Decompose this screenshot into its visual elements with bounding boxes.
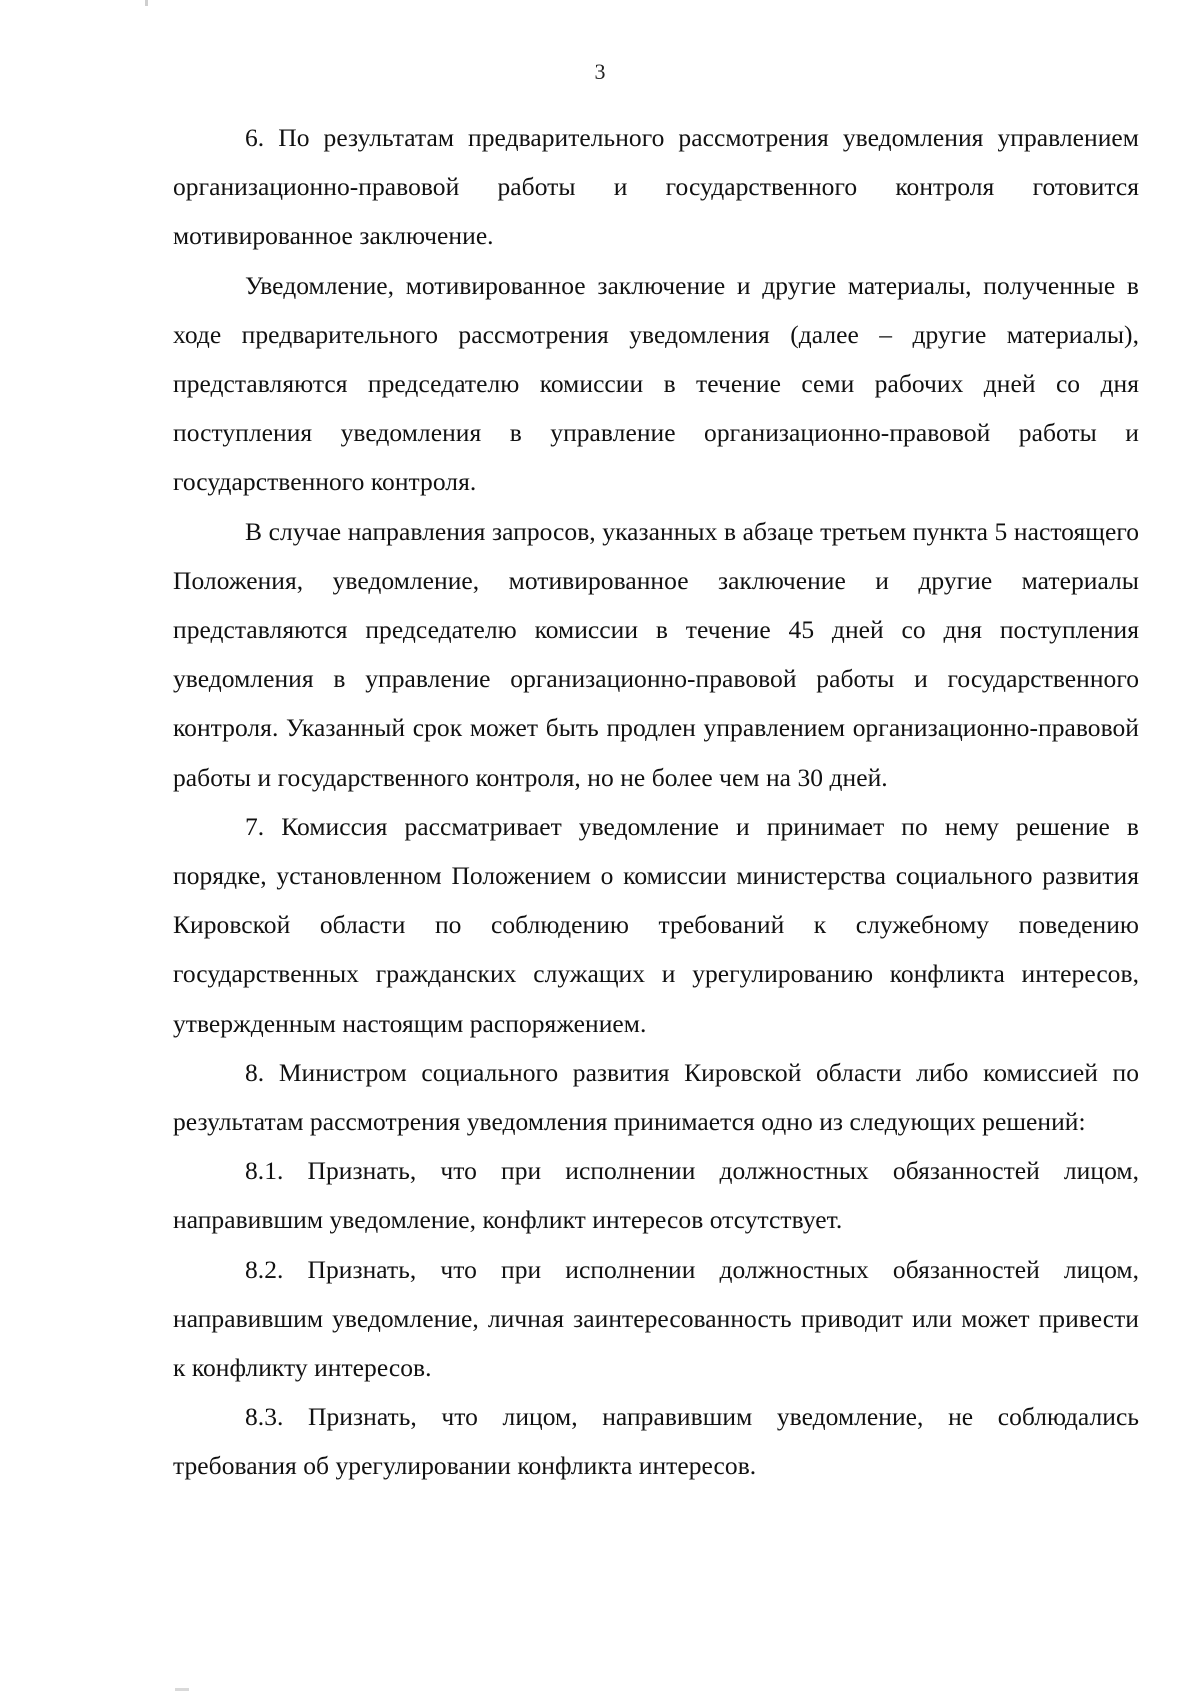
paragraph-8-3: 8.3. Признать, что лицом, направившим уведомление, не соблюдались требования об урегулировании конфликта интересов.: [173, 1402, 1139, 1481]
page-number: 3: [594, 59, 606, 84]
scan-mark: [175, 1688, 189, 1691]
paragraph-8-2: 8.2. Признать, что при исполнении должностных обязанностей лицом, направившим уведомление, личная заинтересованность приводит или может привести к конфликту интересов.: [173, 1254, 1139, 1383]
paragraph-6: 6. По результатам предварительного рассмотрения уведомления управлением организационно-правовой работы и государственного контроля готовится мотивированное заключение.: [173, 123, 1139, 251]
paragraph-7: 7. Комиссия рассматривает уведомление и принимает по нему решение в порядке, установленном Положением о комиссии министерства социального развития Кировской области по соблюдению требований к служебному поведению государственных гражданских служащих и урегулированию конфликта интересов, утвержденным настоящим распоряжением.: [173, 811, 1139, 1038]
paragraph-6-requests: В случае направления запросов, указанных в абзаце третьем пункта 5 настоящего Положения, уведомление, мотивированное заключение и другие материалы представляются председателю комиссии в течение 45 дней со дня поступления уведомления в управление организационно-правовой работы и государственного контроля. Указанный срок может быть продлен управлением организационно-правовой работы и государственного контроля, но не более чем на 30 дней.: [173, 516, 1139, 792]
paragraph-6-notification: Уведомление, мотивированное заключение и другие материалы, полученные в ходе предварительного рассмотрения уведомления (далее – другие материалы), представляются председателю комиссии в течение семи рабочих дней со дня поступления уведомления в управление организационно-правовой работы и государственного контроля.: [173, 270, 1139, 497]
scan-mark: [145, 0, 148, 6]
document-body: [173, 113, 1139, 1491]
paragraph-8-1: 8.1. Признать, что при исполнении должностных обязанностей лицом, направившим уведомление, конфликт интересов отсутствует.: [173, 1156, 1139, 1235]
paragraph-8: 8. Министром социального развития Кировской области либо комиссией по результатам рассмотрения уведомления принимается одно из следующих решений:: [173, 1057, 1139, 1137]
